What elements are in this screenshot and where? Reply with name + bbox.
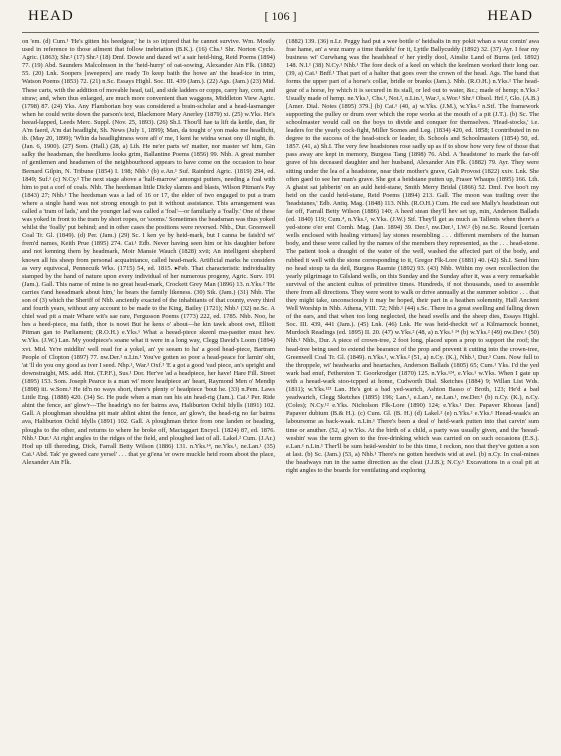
left-column xyxy=(22,38,275,756)
text-columns xyxy=(22,38,539,756)
running-head xyxy=(22,8,539,33)
right-column xyxy=(286,38,539,756)
page-number: [ 106 ] xyxy=(264,9,297,23)
running-head-left: HEAD xyxy=(28,8,74,24)
left-column-text: on 'em. (d) Cum.¹ 'He's gitten his heedgear,' he is so injured that he cannot survive. Wm. Mostly used in reference to those ailment that follow inebriation (B.K.). (16) Chs.¹ Shr. Norton Cyclo. Agric. (1863); Shr.² (17) Shr.² (18) Dmf. Dowie and dazed wi' a sair heid-hing, Reid Poems (1894) 77. (19) Abd. Saunders Malcolmson in the 'heid-hurry' of oat-sowing, Alexander Ain Flk. (1882) 55. (20) Lnk. Soopers [sweepers] are ready To keep baith the howe an' the head-ice in trim, Watson Poems (1853) 72. (21) n.Sc. Essays Highl. Soc. III. 439 (Jam.). (22) Ags. (Jam.) (23) Mid. These carts, with the addition of movable head, tail, and side ladders or copps, carry hay, corn, and straw; and, when thus enlarged, are much more convenient than waggons, Middleton View Agric. (1798) 87. (24) Yks. Any Flamborian boy was considered a brain-scholar and a head-lasmanger when he could write down the parson's text, Blackmore Mary Anerley (1879) xi. (25) w.Yks. He's heead-lapped, Leeds Merc. Suppl. (Nov. 25, 1893). (26) Sh.I. Thou'll hae ta lift da kettle, dan, fir A'm faerd, A'm dat headlight, Sh. News (July 1, 1899); Man, da tought o' yon maks me headlicht, ib. (May 20, 1899); 'Whin da headlightness wore aff o' me, I kent he widna wrast ony ill night, ib. (Jan. 6, 1900). (27) Som. (Hall.) (28, a) Lth. He ne'er parts wi' matter, nor master wi' him, Gin salky the headsman, the heedlums looks grim, Ballantine Poems (1856) 99. Nhb. A great number of gentlemen and headsmen of the neighbourhood appears to have come on the occasion to hear Bernard Gilpin, N. Tribune (1854) I. 198; Nhb.¹ (b) e.An.¹ Suf. Rainbird Agric. (1819) 294, ed. 1849; Suf.¹ (c) N.Cy.¹ The next stage above a 'half-marrow' amongst putters, needing a foal with him to put a corf of coals. Nhb. The heedsman little Dicky slamns and blasts, Wilson Pitman's Pay (1843) 27; Nhb.¹ The heedsman was a lad of 16 or 17, the elder of two engaged to put a tram where a single hand was not strong enough to put it without assistance. This arrangement was called a 'tram of lads,' and the younger lad was called a 'foal'—or familiarly a 'foally.' One of these was yoked in front to the tram by short ropes, or 'sooms.' Sometimes the headsman was thus yoked whilst the 'foally' put behind; and in other cases the positions were reversed. Nhb., Dur. Greenwell Coal Tr. Gl. (1849). (d) Per. (Jam.) (29) Sc. I ken ye by heid-mark, but I canna be faish'd wi' frem'd names, Keith Prue (1895) 274. Cai.¹ Edb. Never having seen him or his daughter before and not kenning them by headmark, Moir Mansie Wauch (1828) xvii; An intelligent shepherd known all his sheep from personal acquaintance, called head-mark. Artificial marks he considers as very equivocal, Pennecuik Wks. (1715) 54, ed. 1815. ▸Feb. That characteristic individuality stamped by the hand of nature upon every individual of her numerous progeny, Agric. Surv. 191 (Jam.). Gall. This name of mine is no great head-mark, Crockett Grey Man (1896) 13. n.Yks.² 'He carries t'and heeadmark about him,' he bears the family likeness. (30) Stk. (Jam.) (31) Nhb. The son of (3) which the Sheriff of Nhb. anciently exacted of the inhabitants of that county, every third and fourth years, without any account to be made to the King, Bailey (1721); Nhb.¹ (32) ne.Sc. A chiel wad pit a mair Whare wit's sae rare, Fergusson Poems (1773) 222, ed. 1785. Nhb. Noo, he hes a heed-piece, ma faith, thor is nowt But he kens o' about—he kin tawk aboot owt, Elliott Pitman gan to Parliament; (R.O.H.) e.Yks.¹ What a heead-piece skeenl ma-pastter must hev. w.Yks. (J.W.) Lan. My yoodpiece's soane what it were in a long way, Clegg David's Loom (1894) xvi. Mid. Ye're middlin' well read for a yokel, an' ye seeam to ha' a good head-piece, Bartram People of Clopton (1897) 77. nw.Der.¹ n.Lin.¹ You've gotten so poor a head-peace for larnin' oht, 'at 'll do you ony good as iver I seed. Nhp.¹, War.³ Oxf.¹ 'E a got a good 'ead piece, an's upright and downstraight, MS. add. Hnt. (T.P.F.), Sus.¹ Dor. Her've 'ad a headpiece, her have! Hare Fill. Street (1895) 153. Som. Joseph Pearce is a man wi' more headpiece an' heart, Raymond Men o' Mendip (1898) iii. w.Som.¹ He id'n no ways short, there's plenty o' headpiece 'bout he. (33) n.Pem. Laws Little Eng. (1888) 420. (34) Sc. He pude when a man ran his ain head-rig (Jam.). Cai.¹ Per. Ride ahint the fence, an' glow'r—The headrig's no fer bairns ava, Haliburton Ochil Idylls (1891) 102. Gall. A ploughman shouldna pit mair ablint ahint the fence, an' glow'r, the head-rig no far bairns ava, Haliburton Ochil Idylls (1891) 102. Gall. A ploughman thrice from one landen or heading, ploughs to the other, and returns to where he broke off, Mactaggart Encycl. (1824) 87, ed. 1876. Nhb.¹ Dur.¹ At right angles to the ridges of the field, and ploughed last of all. Lakel.² Cum. (J.Ar.) Hod up till thereding, Dick, Farrall Betty Wilson (1886) 131. n.Yks.¹⁴, ne.Yks.¹, ne.Lan.¹ (35) Cai.¹ Abd. Tak' ye gweed care yersel' . . . that ye gi'ena 'er owre muckle heid room aboot the place, Alexander Ain Flk. xyxy=(22,38,275,466)
right-column-text: (1882) 139. (36) n.Lr. Peggy had put a wee bottle o' heidsalts in my pokit whan a wuz comin' awa frae hame, an' a wuz many a time thankfu' for it, Lyttle Ballycuddy (1892) 32. (37) Ayr. I fear my business wi' Curwhang was the headsheaf o' her yirdly dool, Ainslie Land of Burns (ed. 1892) 148. N.I.¹ (38) N.Cy.¹ Nhb.¹ The fore deck of a keel on which the keelmen worked their long oar. (39, a) Cai.¹ Bnff.¹ That part of a halter that goes over the crown of the head. Ags. The band that forms the upper part of a horse's collar, bridle or branks (Jam.). Nhb. (R.O.H.) n.Yks.¹ The head-gear of a horse, by which it is secured in its stall, or led out to water, &c.; made of hemp; n.Yks.² Usually made of hemp. ne.Yks.¹, Chs.¹, Not.², n.Lin.¹, War.², s.Wor.¹ Shr.¹ Obsol. Hrf.², Glo. (A.B.) [Amer. Dial. Notes (1895) 379.] (b) Cai.¹ (40, a) w.Yks. (J.M.), w.Yks.² n.Stf. The framework supporting the pulley or drum over which the rope works at the mouth of a pit (J.T.). (b) Sc. The schoolmaster would call on the boys to divide and conquer for themselves. 'Head-stocks,' i.e. leaders for the yearly cock-fight, Miller Scenes and Leg. (1834) 420, ed. 1858; I contributed in no degree to the success of the head-stock or leader, ib. Schools and Schoolmasters (1854) 50, ed. 1857. (41, a) Sh.I. The very few headstones rose sadly up as if to show how very few of those that pass away are kept in memory, Burgess Tang (1898) 76. Abd. A 'headstone' to mark the far-off grave of his deceased daughter and her husband, Alexander Ain Flk. (1882) 79. Ayr. They were sitting under the lea of a headstone, near their mother's grave, Galt Provost (1822) xxiv. Lnk. She often gaed to see her man's grave. She got a heidstane putten up, Fraser Whaups (1895) 166. Lth. A ghaist sat jabberin' on an auld heid-stane, Smith Merry Bridal (1866) 52. Dmf. I've boo't my heid on the cauld heid-stane, Reid Poems (1894) 213. Gall. The moon was trailing over the 'headstanes,' Edb. Antiq. Mag. (1848) 113. Nhb. (R.O.H.) Cum. He cud see Mally's headstiean out far off, Farrall Betty Wilson (1886) 140; A heed stean they'll hev set up, min, Anderson Ballads (ed. 1840) 119; Cum.⁴, n.Yks.², w.Yks. (J.W.) Stf. They'll get as much as Tallents when there's a yed-stone o'er em! Cornh. Mag. (Jan. 1894) 39. Der.², nw.Der.¹, I.W.² (b) ne.Sc. Round [certain wells enclosed with healing virtues] lay stones resembling . . . different members of the human body, and these were called by the names of the members they represented, as the . . . head-stone. The patient took a draught of the water of the well, washed the affected part of the body, and rubbed it well with the stone corresponding to it, Gregor Flk-Lore (1881) 40. (42) Sh.I. Send him no head stoup ta da deil, Burgess Rasmie (1892) 93. (43) Nhb. Within my own recollection the yearly pilgrimage to Gilsland wells, on this Sunday and the Sunday after it, was a very remarkable survival of the ancient cultus of primitive times. Hundreds, if not thousands, used to assemble there from all directions. They were wont to walk or drive annually at the summer solstice . . . that they might take, unconsciously it may be hoped, their part in a heathen solemnity, Hall Ancient Well Worship in Nhb. Athena, VIII. 72; Nhb.¹ (44) s.Sc. There in a great swelling and falling down of the ears, and that when too long neglected, the head swells and the sheep dies, Essays Highl. Soc. III. 439, 441 (Jam.). (45) Lnk. (46) Lnk. He was heid-theckit wi' a Kilmarnock bonnet, Murdoch Readings (ed. 1895) II. 20. (47) w.Yks.² (48, a) n.Yks.¹ ²⁴ (b) w.Yks.² (49) nw.Dev.¹ (50) Nhb.¹ Nhb., Dur. A piece of crown-tree, 2 foot long, placed upon a prop to support the roof; the head-tree being used to extend the bearance of the prop and prevent it cutting into the crown-tree, Greenwell Coal Tr. Gl. (1849). n.Yks.¹, w.Yks.² (51, a) n.Cy. (K.), Nhb.¹, Dur.¹ Cum. Now full to the throppele, wi' headwarks and heartaches, Anderson Ballads (1805) 65; Cum.¹ Yks. I'd the yed wark bad enuf, Fetherston T. Goorkrodger (1870) 125. n.Yks.¹²⁴, e.Yks.¹ w.Yks. When I gate up with a heead-wark stoo-tcpped at home, Cudworth Dial. Sketches (1884) 9; Willan List Wds. (1811); w.Yks.¹²³ Lan. He's got a bad yed-wartch, Ashton Basso o' Broth, 123; He'd a bad yeadwartch, Clegg Sketches (1895) 196; Lan.¹, e.Lan.¹, ne.Lan.¹, nw.Der.¹ (b) n.Cy. (K.), n.Cy. (Coles); N.Cy.¹² e.Yks. Nicholson Flk-Lore (1890) 124; e.Yks.¹ Der. Papaver Rhoeas [and] Papaver dubium (B.& H.). (c) Cum. Gl. (B. H.) (d) Lakel.² (e) n.Yks.² e.Yks.¹ Heead-waak's an laboursome as back-waak. n.Lin.¹ There's been a deal o' heid-wark putten into that carvin' sum time or anuther. (52, a) w.Yks. At the birth of a child, a party was usually given, and the 'heead-weshin' was the term given to the free-drinking which was carried on on such occasions (E.S.). e.Lan.¹ n.Lin.¹ Ther'll be sum heäd-weshin' to be this time, I reckon, noo that they've gotten a son at last. (b) Sc. (Jam.) (53, a) Nhb.¹ There's ne gotten heedwis wid at awl. (b) n.Cy. In coal-mines the headways run in the same direction as the cleat (J.J.B.); N.Cy.¹ Excavations in a coal pit at right angles to the boards for ventilating and exploring xyxy=(286,38,539,474)
running-head-right: HEAD xyxy=(487,8,533,24)
